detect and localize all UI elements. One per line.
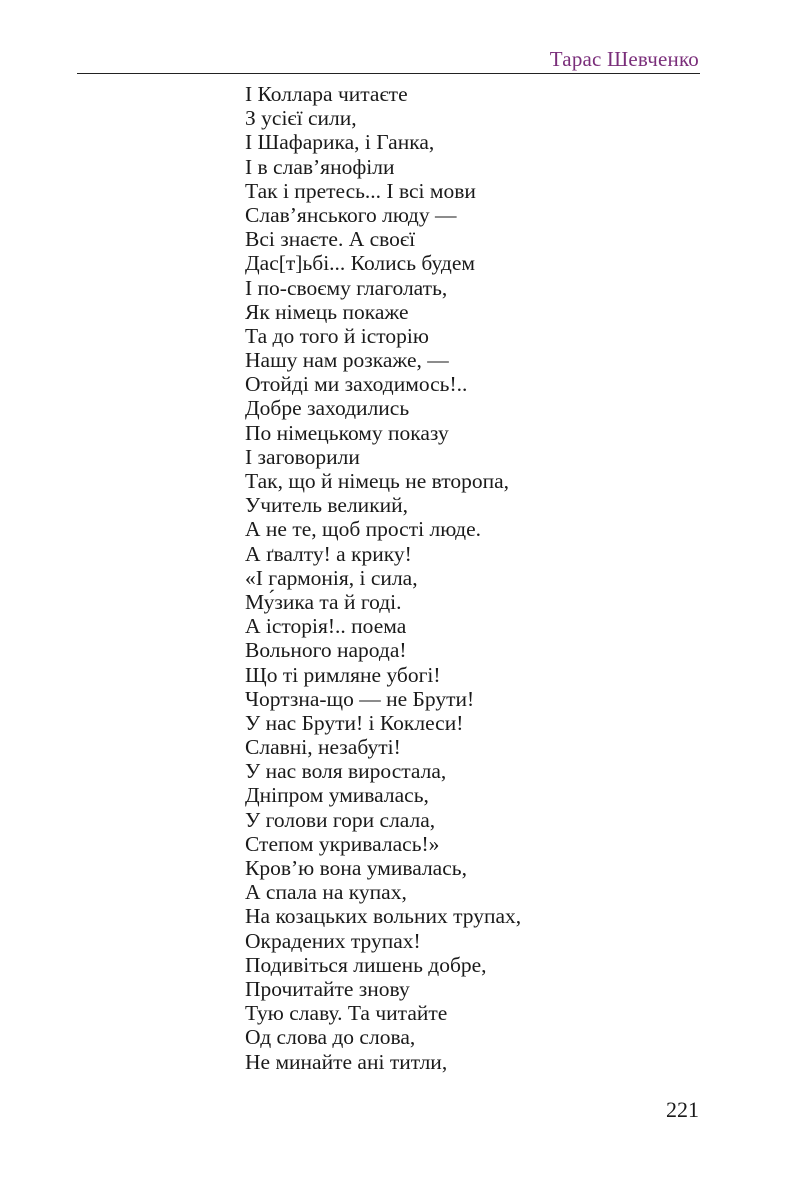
poem-line: Вольного народа! [245,638,407,663]
poem-line: Нашу нам розкаже, — [245,348,449,373]
poem-line: А спала на купах, [245,880,407,905]
poem-line: Кров’ю вона умивалась, [245,856,467,880]
page-number: 221 [666,1097,699,1122]
poem-line: Та до того й історію [245,323,429,348]
poem-line: Подивіться лишень добре, [245,952,487,977]
poem-line: Дас[т]ьбі... Колись будем [245,251,475,276]
poem-line: У голови гори слала, [245,807,436,832]
poem-line: Не минайте ані титли, [245,1049,448,1074]
poem-line: І в слав’янофіли [245,154,395,179]
poem-line: Отойді ми заходимось!.. [245,372,468,397]
poem-line: Так і претесь... І всі мови [245,178,476,203]
poem-line: Як німець покаже [245,299,409,324]
running-head-author: Тарас Шевченко [549,47,699,71]
poem-line: Що ті римляне убогі! [245,662,441,687]
poem-line: І Шафарика, і Ганка, [245,130,435,155]
poem-line: Степом укривалась!» [245,831,440,856]
poem-line: Чортзна-що — не Брути! [245,686,475,711]
poem-line: Од слова до слова, [245,1025,416,1050]
poem-line: У нас Брути! і Коклеси! [245,710,464,735]
poem-line: Славні, незабуті! [245,735,401,760]
poem-line: Так, що й німець не второпа, [245,469,510,493]
header-rule [77,73,700,74]
poem-text [245,82,521,1074]
poem-line: І по-своєму глаголать, [245,275,448,300]
poem-line: По німецькому показу [245,420,449,445]
poem-line: Добре заходились [245,396,410,421]
poem-line: Тую славу. Та читайте [245,1001,448,1026]
poem-line: З усієї сили, [245,106,357,131]
poem-line: Дніпром умивалась, [245,783,429,808]
poem-line: У нас воля виростала, [245,759,447,784]
poem-line: Всі знаєте. А своєї [245,227,416,252]
poem-line: Учитель великий, [245,493,409,518]
poem-line: Му́зика та й годі. [245,589,402,614]
poem-line: А ґвалту! а крику! [245,541,412,566]
poem-line: «І гармонія, і сила, [245,565,418,590]
poem-line: Окрадених трупах! [245,928,421,953]
poem-line: Слав’янського люду — [245,202,457,227]
poem-line: І заговорили [245,444,360,469]
poem-line: І Коллара читаєте [245,82,408,106]
poem-line: Прочитайте знову [245,976,410,1001]
poem-line: А історія!.. поема [245,614,407,639]
poem-line: На козацьких вольних трупах, [245,904,522,929]
poem-line: А не те, щоб прості люде. [245,517,482,542]
